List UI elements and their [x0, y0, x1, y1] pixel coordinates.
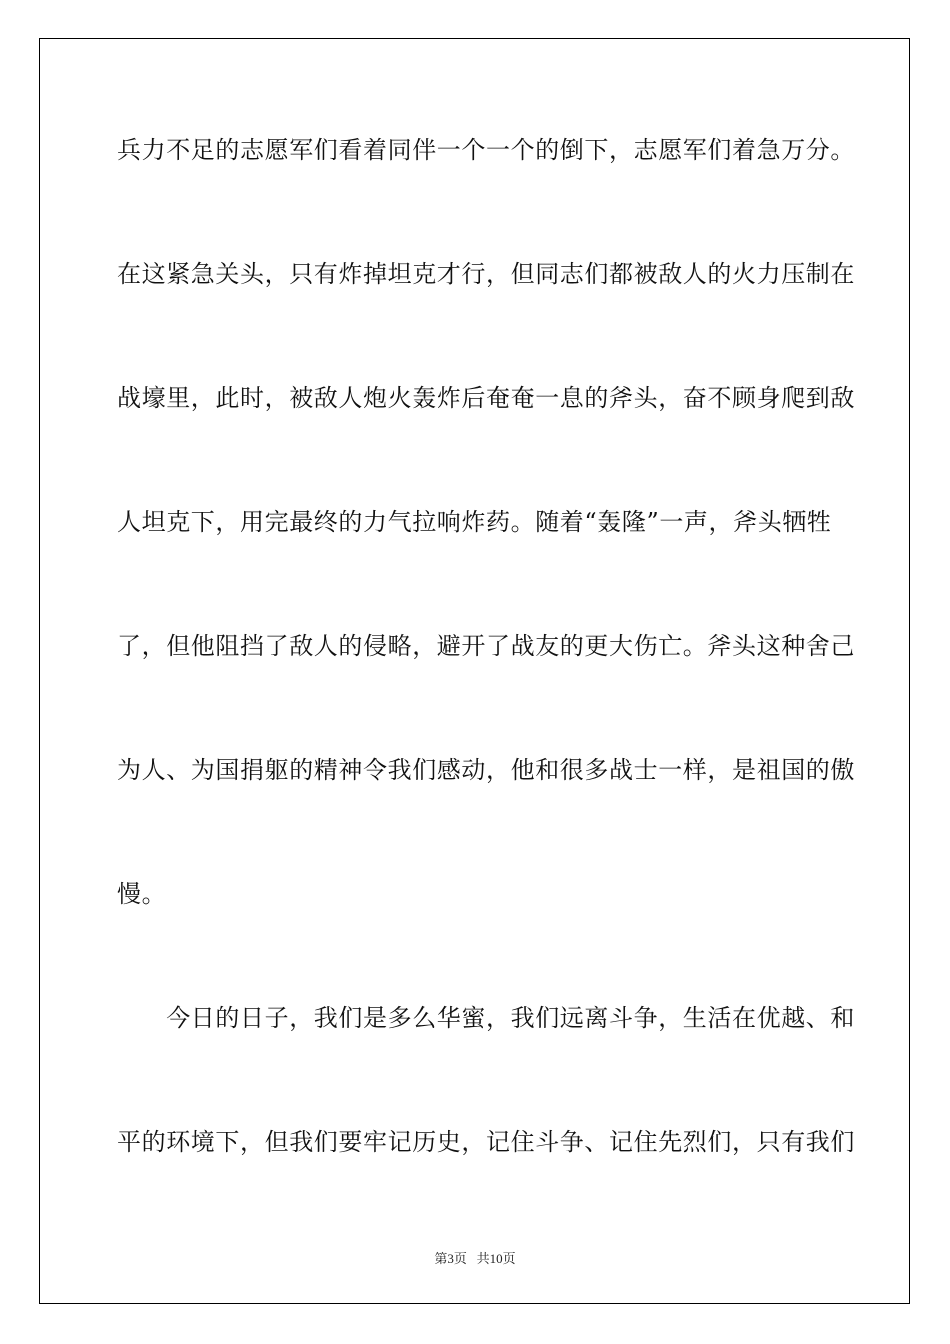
page-number: 第3页: [434, 1251, 467, 1266]
page-total: 共10页: [476, 1251, 516, 1266]
page-footer: [0, 1248, 950, 1267]
text-line-7: 慢。: [117, 880, 167, 908]
text-line-3: 战壕里，此时，被敌人炮火轰炸后奄奄一息的斧头，奋不顾身爬到敌: [117, 384, 855, 412]
text-line-9: 平的环境下，但我们要牢记历史，记住斗争、记住先烈们，只有我们: [117, 1128, 855, 1156]
text-line-6: 为人、为国捐躯的精神令我们感动，他和很多战士一样，是祖国的傲: [117, 756, 855, 784]
text-line-4: 人坦克下，用完最终的力气拉响炸药。随着“轰隆”一声，斧头牺牲: [117, 508, 832, 536]
text-line-1: 兵力不足的志愿军们看着同伴一个一个的倒下，志愿军们着急万分。: [117, 136, 855, 164]
page-border: [39, 38, 910, 1304]
text-line-5: 了，但他阻挡了敌人的侵略，避开了战友的更大伤亡。斧头这种舍己: [117, 632, 855, 660]
text-line-8: 今日的日子，我们是多么华蜜，我们远离斗争，生活在优越、和: [117, 1004, 855, 1032]
text-line-2: 在这紧急关头，只有炸掉坦克才行，但同志们都被敌人的火力压制在: [117, 260, 855, 288]
